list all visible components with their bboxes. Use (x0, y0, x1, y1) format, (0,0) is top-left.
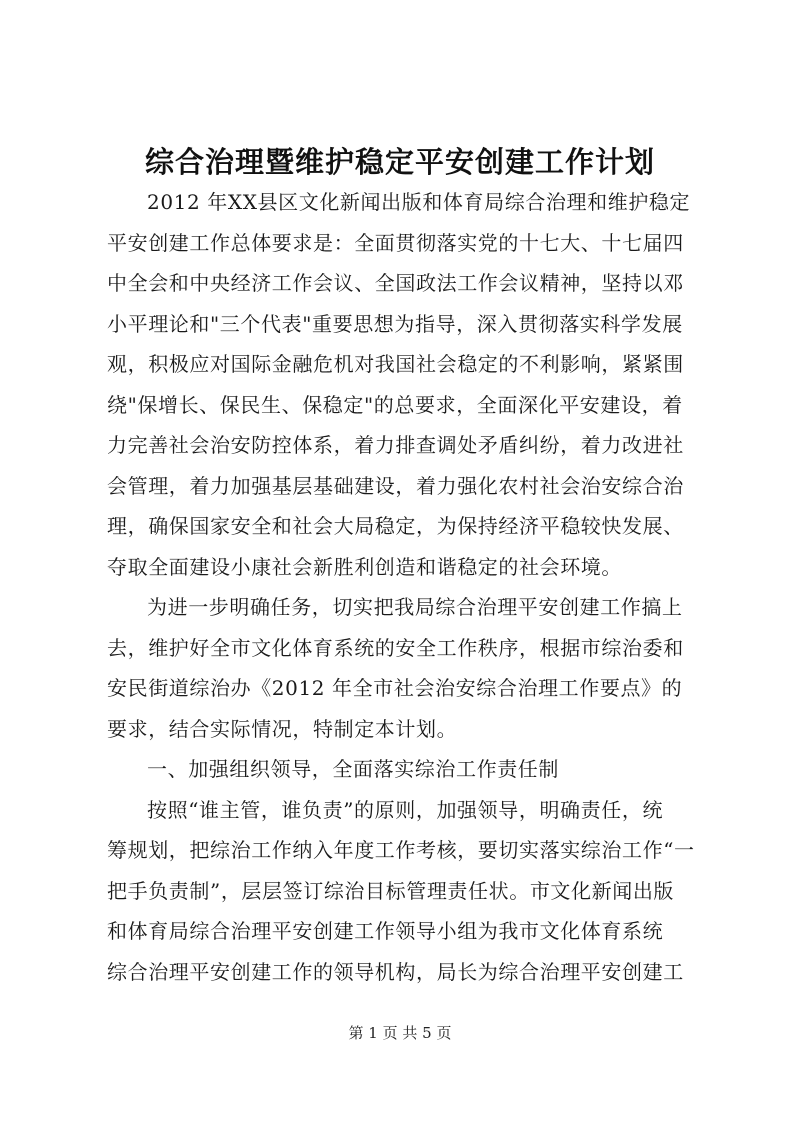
paragraph-line: 为进一步明确任务，切实把我局综合治理平安创建工作搞上 (147, 595, 683, 619)
paragraph-line: 观，积极应对国际金融危机对我国社会稳定的不利影响，紧紧围 (107, 352, 684, 376)
paragraph-line: 会管理，着力加强基层基础建设，着力强化农村社会治安综合治 (107, 473, 684, 498)
document-title: 综合治理暨维护稳定平安创建工作计划 (144, 145, 655, 179)
document-body (107, 182, 715, 992)
paragraph-line: 平安创建工作总体要求是：全面贯彻落实党的十七大、十七届四 (107, 230, 684, 255)
page-number: 第 1 页 共 5 页 (348, 1024, 452, 1042)
paragraph-line: 小平理论和"三个代表"重要思想为指导，深入贯彻落实科学发展 (107, 311, 683, 336)
paragraph-line: 筹规划，把综治工作纳入年度工作考核，要切实落实综治工作“一 (107, 838, 695, 862)
paragraph-line: 绕"保增长、保民生、保稳定"的总要求，全面深化平安建设，着 (107, 392, 683, 417)
paragraph-line: 和体育局综合治理平安创建工作领导小组为我市文化体育系统 (107, 919, 664, 943)
section-heading: 一、加强组织领导，全面落实综治工作责任制 (147, 757, 559, 781)
paragraph-line: 要求，结合实际情况，特制定本计划。 (107, 716, 458, 741)
paragraph-line: 综合治理平安创建工作的领导机构，局长为综合治理平安创建工 (107, 959, 684, 984)
paragraph-line: 2012 年XX县区文化新闻出版和体育局综合治理和维护稳定 (147, 190, 691, 214)
paragraph-line: 把手负责制”，层层签订综治目标管理责任状。市文化新闻出版 (107, 878, 675, 903)
paragraph-line: 安民街道综治办《2012 年全市社会治安综合治理工作要点》的 (107, 676, 683, 700)
paragraph-line: 中全会和中央经济工作会议、全国政法工作会议精神，坚持以邓 (107, 271, 684, 295)
paragraph-line: 力完善社会治安防控体系，着力排查调处矛盾纠纷，着力改进社 (107, 433, 684, 457)
paragraph-line: 按照“谁主管，谁负责”的原则，加强领导，明确责任，统 (147, 797, 664, 822)
paragraph-line: 理，确保国家安全和社会大局稳定，为保持经济平稳较快发展、 (107, 514, 684, 538)
paragraph-line: 夺取全面建设小康社会新胜利创造和谐稳定的社会环境。 (107, 554, 622, 579)
paragraph-line: 去，维护好全市文化体育系统的安全工作秩序，根据市综治委和 (107, 635, 684, 660)
